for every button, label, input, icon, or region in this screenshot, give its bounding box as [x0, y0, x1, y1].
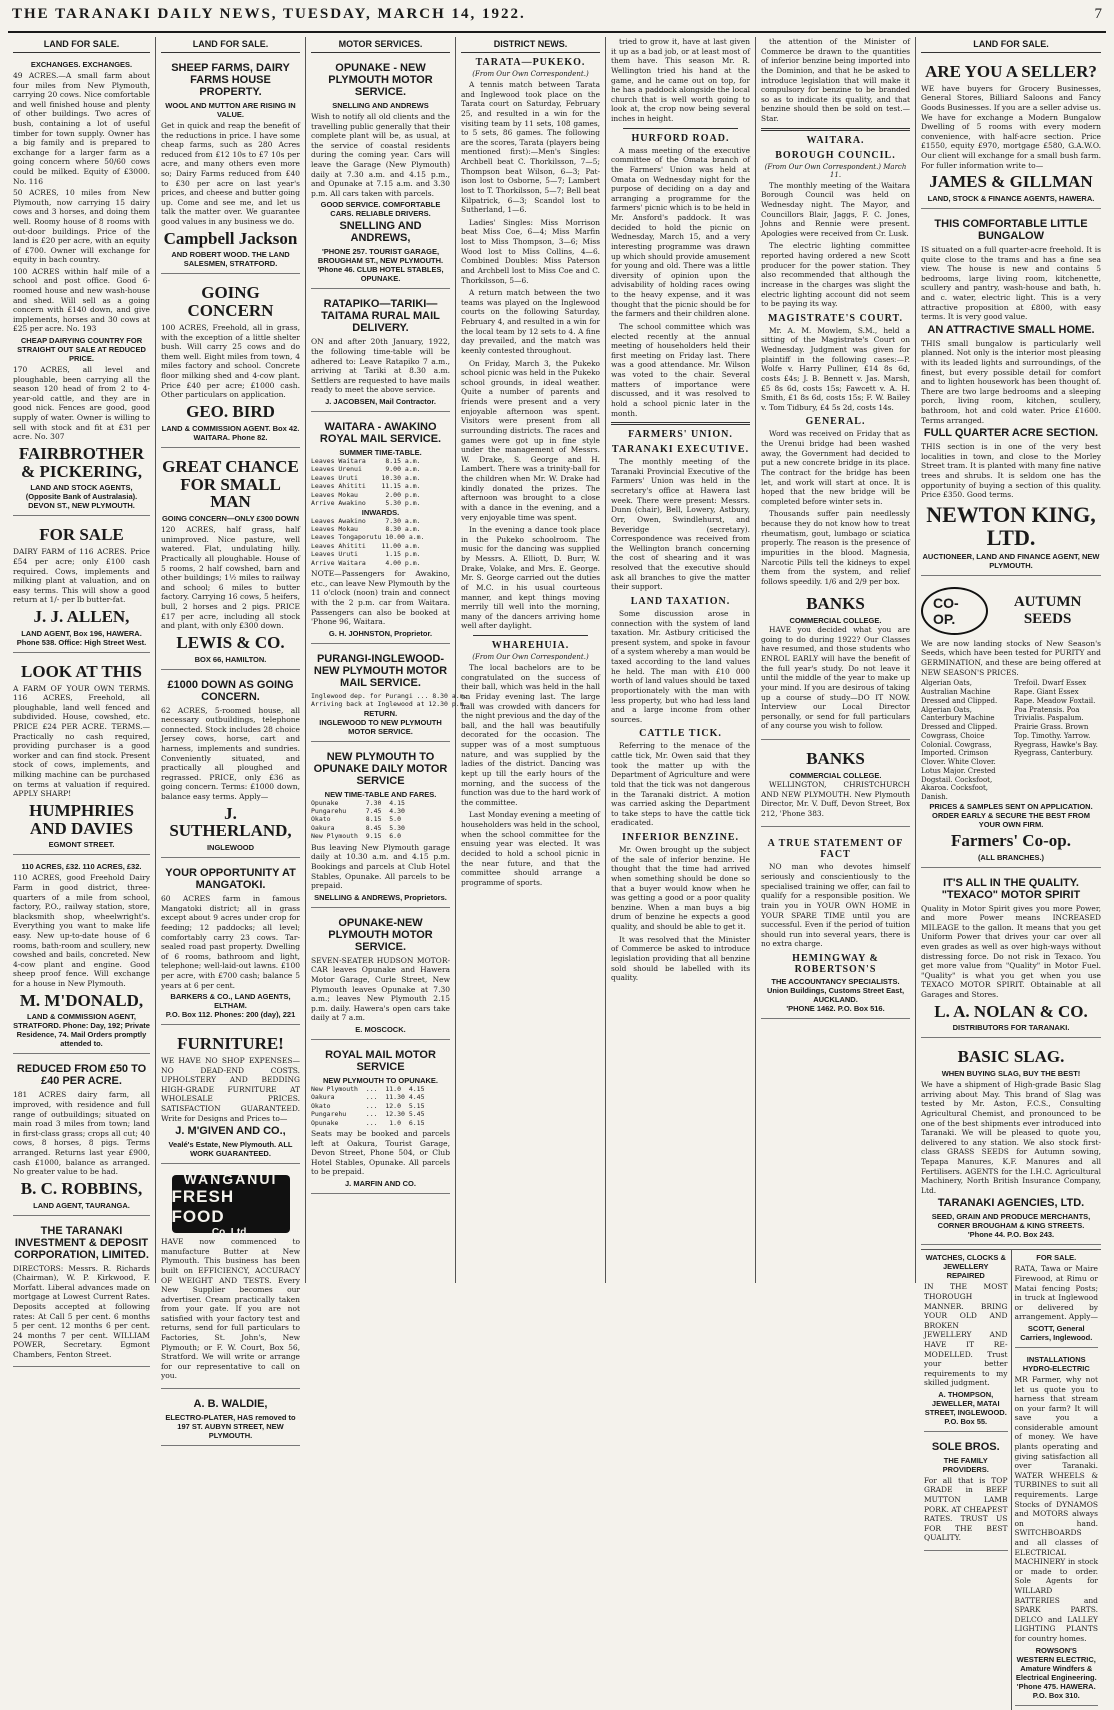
article-subtitle: LAND TAXATION. [630, 595, 731, 607]
advertiser-name: J. MARFIN AND CO. [345, 1179, 416, 1189]
ad-heading: THE TARANAKI INVESTMENT & DEPOSIT CORPORATION, LIMITED. [14, 1224, 149, 1261]
article-paragraph: tried to grow it, have at last given it up as a bad job, or at least most of them have. This season Mr. R. Wellington tried his hand at the game, and he came out on top, for he has a paddock alongside the local church that is well worth going to look at, the crop now being several inches in height. [611, 37, 750, 123]
advertiser-name: LEWIS & CO. [176, 632, 285, 652]
ad-heading: YOUR OPPORTUNITY AT MANGATOKI. [165, 867, 296, 892]
ad-snelling [311, 57, 450, 289]
advertiser-name: A. THOMPSON, [938, 1389, 994, 1399]
ad-heading: AUTUMN SEEDS [1013, 594, 1082, 627]
ad-text: SEVEN-SEATER HUDSON MOTOR-CAR leaves Opunake and Hawera Motor Garage, Curle Street, New Plymouth leaves Opunake at 7.30 a.m.; leaves New Plymouth 2.15 p.m. daily. Hawera's open cars take daily at 7 a.m. [311, 955, 450, 1023]
ad-ratapiko [311, 293, 450, 412]
column-heading: DISTRICT NEWS. [461, 37, 600, 53]
ad-firewood [1015, 1250, 1099, 1348]
ad-investment [13, 1220, 150, 1368]
divider [611, 422, 750, 425]
seed-list-right: Trefoil. Dwarf Essex Rape. Giant Essex Rape. Meadow Foxtail. Poa Pratensis. Poa Trivialis. Paspalum. Prairie Grass. Brown Top. Timothy. Yarrow. Ryegrass, Hawke's Bay. Ryegrass, Canterbury. [1014, 679, 1098, 758]
ad-np-opunake [311, 746, 450, 908]
advertiser-name: B. C. ROBBINS, [20, 1178, 143, 1198]
article-paragraph: the attention of the Minister of Commerce be drawn to the quantities of inferior benzine being imported into the Dominion, and that he be asked to introduce legislation that will make it compulsory for benzine to be branded so as to indicate its quality, and that benzine should then be sold on test.—Star. [761, 37, 910, 123]
ad-heading: FOR SALE [39, 525, 124, 545]
ad-subhead: SNELLING AND ANDREWS [332, 101, 429, 110]
ad-text: WE have buyers for Grocery Businesses, General Stores, Billiard Saloons and Fancy Goods Businesses. If you are a seller advise us. We have for exchange a Modern Bungalow Dwelling of 5 rooms with every modern convenience, with half-acre section. Price £1550, equity £970, mortgage £580, G.A.W.O. Our client will exchange for a small bush farm. For fuller information write to— [921, 83, 1101, 170]
advertiser-address: 'PHONE 257. TOURIST GARAGE, BROUGHAM ST., NEW PLYMOUTH. 'Phone 46. CLUB HOTEL STABLES, OPUNAKE. [317, 247, 444, 284]
ad-text: WELLINGTON, CHRISTCHURCH AND NEW PLYMOUTH. New Plymouth Director, Mr. V. Duff, Devon Street, Box 212, 'Phone 383. [761, 779, 910, 818]
logo-line: Co. Ltd. [211, 1226, 250, 1238]
ad-text: IN THE MOST THOROUGH MANNER. BRING YOUR OLD AND BROKEN JEWELLERY AND HAVE IT RE-MODELLED. Trust your better requirements to my skilled judgment. [924, 1282, 1008, 1388]
ad-subhead: CHEAP DAIRYING COUNTRY FOR STRAIGHT OUT SALE AT REDUCED PRICE. [17, 336, 146, 364]
advertiser-name: G. H. JOHNSTON, Proprietor. [328, 628, 433, 638]
ad-heading: BANKS [806, 594, 865, 614]
ad-text: 62 ACRES, 5-roomed house, all necessary outbuildings, telephone connected. Stock includes 28 choice Jersey cows, horse, cart and harness, implements and sundries. Conveniently situated, and practically all ploughed and regrassed. PRICE, only £36 as going concern. Terms: £1000 down, balance easy terms. Apply— [161, 705, 300, 801]
ad-text: 170 ACRES, all level and ploughable, been carrying all the season 120 head of from 2 to 4-year-old cattle, and they are in good nick. Fences are good, good supply of water. Owner is willing to sell with stock and fit at £31 per acre. No. 307 [13, 365, 150, 442]
ad-text: A FARM OF YOUR OWN TERMS. 116 ACRES, Freehold, all ploughable, land well fenced and subdivided. House, cowshed, etc. PRICE £24 PER ACRE. TERMS.—Practically no cash required, providing purchaser is a good worker and can find stock. Present stock of cows, implements, and milking machine can be purchased on terms at valuation if required. APPLY SHARP! [13, 683, 150, 799]
ad-rowsons [1015, 1352, 1099, 1706]
advertiser-address: BOX 66, HAMILTON. [194, 654, 267, 664]
advertiser-address: LAND & COMMISSION AGENT, STRATFORD. Phone: Day, 192; Private Residence, 74. Mail Orders promptly attended to. [13, 1012, 150, 1049]
column-heading: LAND FOR SALE. [921, 37, 1101, 53]
article-title: WAITARA. [806, 134, 865, 146]
correspondent-line: (From Our Own Correspondent.) [472, 70, 589, 78]
correspondent-line: (From Our Own Correspondent.) [472, 653, 589, 661]
coop-logo: CO-OP. [921, 587, 988, 635]
ad-heading: RATAPIKO—TARIKI—TAITAMA RURAL MAIL DELIVERY. [321, 298, 440, 335]
article-paragraph: The monthly meeting of the Waitara Borough Council was held on Wednesday night. The Mayor, and Councillors Blair, Jaggs, F. C. Jones, Johns and Rennie were present. Apologies were received from Cr. Lusk. [761, 180, 910, 238]
ad-newton-king [921, 213, 1101, 576]
ad-text: THIS section is in one of the very best localities in town, and close to the Morley Street tram. It is planted with many fine native trees and shrubs. It is seldom one has the opportunity of buying a section of this quality. Price £350. Good terms. [921, 442, 1101, 500]
article-paragraph: Thousands suffer pain needlessly because they do not know how to treat rheumatism, gout, lumbago or sciatica properly. The reason is the presence of impurities in the blood. Magnesia, Narcotic Pills tell the kidneys to expel them from the system, and relief follows speedily. 1/6 and 2/9 per box. [761, 509, 910, 586]
ad-lewis [161, 452, 300, 670]
advertiser-name: FAIRBROTHER & PICKERING, [18, 443, 145, 481]
seed-list [921, 679, 1101, 802]
fresh-food-logo [171, 1170, 290, 1238]
timetable: Opunake 7.30 4.15 Pungarehu 7.45 4.30 Okato 8.15 5.0 Oakura 8.45 5.30 New Plymouth 9.15 6.0 [311, 798, 405, 841]
ad-heading: LOOK AT THIS [21, 661, 142, 681]
ad-heading: FOR SALE. [1036, 1253, 1077, 1263]
advertiser-name: SNELLING AND ANDREWS, [339, 220, 422, 245]
ad-allen [13, 520, 150, 652]
article-paragraph: Last Monday evening a meeting of householders was held in the school, when the school committee for the ensuing year was elected. It was decided to hold a school picnic in the near future, and that the committee should arrange a programme of sports. [461, 810, 600, 887]
column-6 [756, 37, 916, 1283]
article-paragraph: Mr. A. M. Mowlem, S.M., held a sitting of the Magistrate's Court on Wednesday. Judgment was given for plaintiff in the following cases:—P. Wolfe v. Harry Pulliner, £14 8s 6d, costs £4s; J. B. Bennett v. Jas. Marsh, £5 8s 6d, costs 15s; Fawcett v. A. H. Smith, £1 8s 6d, costs 15s; F. W. Bailey v. Tom Tidbury, £4 5s 2d, costs 14s. [761, 325, 910, 412]
timetable: Leaves Awakino 7.30 a.m. Leaves Mokau 8.30 a.m. Leaves Tongaporutu 10.00 a.m. Leaves Ahititi 11.00 a.m. Leaves Uruti 1.15 p.m. Arrive Waitara 4.00 p.m. [311, 516, 425, 567]
advertiser-name: ROWSON'S [1035, 1645, 1077, 1655]
column-5 [606, 37, 756, 1283]
advertiser-name: E. MOSCOCK. [355, 1024, 406, 1034]
advertiser-name: L. A. NOLAN & CO. [934, 1001, 1088, 1021]
advertiser-address: AND ROBERT WOOD. THE LAND SALESMEN, STRATFORD. [171, 250, 290, 269]
ad-hudson [311, 912, 450, 1040]
article-paragraph: Mr. Owen brought up the subject of the sale of inferior benzine. He thought that the time had arrived when something should be done so that a buyer would know when he was getting a good or a poor quality benzine. When a man buys a big drum of benzine he expects a good quality, and should be able to get it. [611, 845, 750, 931]
ad-text: IS situated on a full quarter-acre freehold. It is quite close to the trams and has a fine sea view. The house is new and contains 5 bedrooms, large living room, kitchenette, scullery and pantry, wash-house and bath, h. and c. water, electric light. This is a very attractive proposition at £800, with easy terms. It is very good value. [921, 245, 1101, 322]
article-subtitle: MAGISTRATE'S COURT. [768, 312, 903, 324]
advertiser-name: JAMES & GILLMAN [929, 172, 1093, 192]
advertiser-name: J. M'GIVEN AND CO., [175, 1125, 286, 1138]
ad-heading: £1000 DOWN AS GOING CONCERN. [167, 678, 294, 703]
ad-heading: SHEEP FARMS, DAIRY FARMS HOUSE PROPERTY. [171, 62, 290, 98]
ad-campbell [161, 57, 300, 274]
ad-robbins [13, 1058, 150, 1215]
advertiser-name: HUMPHRIES AND DAVIES [29, 800, 134, 838]
masthead-title: THE TARANAKI DAILY NEWS, TUESDAY, MARCH 14, 1922. [12, 6, 526, 22]
advertiser-address: LAND & COMMISSION AGENT. Box 42. WAITARA. Phone 82. [161, 423, 300, 442]
ad-thompson [924, 1250, 1008, 1432]
ad-heading: GREAT CHANCE FOR SMALL MAN [162, 456, 299, 512]
ad-text: 49 ACRES.—A small farm about four miles from New Plymouth, carrying 20 cows. Nice comfortable and well finished house and plenty of other buildings. Two acres of bush, containing a lot of useful timber for town supply. Owner has a big family and is prepared to exchange for a larger farm as a going concern where 50/60 cows could be milked. Equity of £3000. No. 116 [13, 71, 150, 186]
article-paragraph: Some discussion arose in connection with the system of land taxation. Mr. Astbury criticised the present system, and spoke in favour of a system whereby a man would be taxed according to the land values he held. The man with £10 000 worth of land values should be taxed proportionately with the man with less property, but who had less land and a large income from other sources. [611, 608, 750, 724]
ad-heading: AN ATTRACTIVE SMALL HOME. [927, 323, 1095, 336]
logo-line: WANGANUI [183, 1170, 278, 1187]
ad-text: For all that is TOP GRADE in BEEF MUTTON LAMB PORK. AT CHEAPEST RATES. TRUST US FOR THE BEST QUALITY. [924, 1475, 1008, 1543]
ad-subhead: NEW TIME-TABLE AND FARES. [324, 789, 437, 799]
ad-subhead: WOOL AND MUTTON ARE RISING IN VALUE. [165, 101, 296, 119]
article-subtitle: TARANAKI EXECUTIVE. [611, 444, 750, 456]
ad-subhead: 110 ACRES, £32. 110 ACRES, £32. [21, 862, 142, 872]
article-paragraph: On Friday, March 3, the Pukeko school picnic was held in the Pukeko school grounds, in ideal weather. Quite a number of parents and friends were present and a very enjoyable afternoon was spent. Visitors were present from all surrounding districts. The races and games were got up in fine style under the management of Messrs. W. Drake, S. George and H. Lambert. There was a trinity-ball for the children when Mr. W. Drake had kindly donated the prizes. The afternoon was brought to a close with a dance in the evening, and a very enjoyable time was spent. [461, 358, 600, 522]
article-paragraph: The school committee which was elected recently at the annual meeting of householders held their first meeting on Friday last. There was a good attendance. Mr. Wilson was voted to the chair. Several matters of importance were discussed, and it was resolved to hold a school picnic later in the month. [611, 321, 750, 418]
article-paragraph: Word was received on Friday that as the Urenui bridge had been washed away, the Government had decided to put a new concrete bridge in its place. The contract for the bridge has been let, and work will start at once. It is hoped that the new bridge will be completed before winter sets in. [761, 429, 910, 506]
article-paragraph: A tennis match between Tarata and Inglewood took place on the Tarata court on Saturday, February 25, and resulted in a win for the visiting team by 11 sets, 108 games, to 5 sets, 86 games. The following are the scores, Tarata (players being mentioned first):—Men's Singles: Archbell beat C. Thorkilsson, 7—5; Thompson beat Wilson, 6—3; Pat-ison lost to Osborne, 5—7; Lambert lost to T. Thorkilsson, 5—7; Bell beat Kilpatrick, 6—3; Scandol lost to Sutherland, 1—6. [461, 80, 600, 215]
advertiser-address: JEWELLER, MATAI STREET, INGLEWOOD. P.O. Box 55. [924, 1398, 1007, 1426]
ad-subhead: INGLEWOOD TO NEW PLYMOUTH MOTOR SERVICE. [319, 717, 442, 736]
ad-heading: OPUNAKE - NEW PLYMOUTH MOTOR SERVICE. [328, 62, 433, 98]
advertiser-name: GEO. BIRD [186, 401, 275, 421]
advertiser-name: TARANAKI AGENCIES, LTD. [937, 1197, 1085, 1210]
column-heading: LAND FOR SALE. [13, 37, 150, 53]
advertiser-address: THE ACCOUNTANCY SPECIALISTS. Union Buildings, Customs Street East, AUCKLAND. [766, 977, 905, 1005]
article-paragraph: The local bachelors are to be congratulated on the success of their ball, which was held in the hall on Friday evening last. The large hall was crowded with dancers for the night previous and the day of the ball, and the hall was beautifully decorated for the occasion. The supper was of a most sumptuous nature, and was supplied by the ladies of the district. Dancing was kept up till the early hours of the morning, and the success of the function was due to the hard work of the committee. [461, 663, 600, 807]
ad-text: Seats may be booked and parcels left at Oakura, Tourist Garage, Devon Street, Phone 504, or Club Hotel Stables, Opunake. All parcels to be prepaid. [311, 1129, 450, 1177]
advertiser-name: HEMINGWAY & ROBERTSON'S [792, 953, 879, 976]
ad-purangi [311, 648, 468, 742]
article-paragraph: In the evening a dance took place in the Pukeko schoolroom. The music for the dancing was supplied by Messrs. A. Elliott, D. Burr, W. Drake, Volake, and Mrs. E. George. Mr. S. George carried out the duties of M.C. in his usual courteous manner, and kept things moving merrily till well into the morning, many of the dancers arriving home well after daylight. [461, 525, 600, 631]
advertiser-name: A. B. WALDIE, [193, 1398, 268, 1411]
ad-text: We are now landing stocks of New Season's Seeds, which have been tested for PURITY and GERMINATION, and these are being offered at NEW SEASON'S PRICES. [921, 638, 1101, 677]
ad-heading: REDUCED FROM £50 TO £40 PER ACRE. [16, 1063, 147, 1088]
column-1 [8, 37, 156, 1359]
ad-royal-mail [311, 1044, 450, 1194]
advertiser-phone: 'Phone 44. P.O. Box 243. [967, 1230, 1055, 1240]
article-subtitle: GENERAL. [805, 416, 866, 428]
divider [761, 128, 910, 131]
ad-text: 181 ACRES dairy farm, all improved, with residence and full range of outbuildings; situated on main road 3 miles from town; land in first-class grass; crops all cut; 40 cows, 8 horses, 8 pigs. Terms arranged. Returns last year £900, cash £1000, balance as arranged. No greater value to be had. [13, 1090, 150, 1177]
ad-fresh-food [161, 1168, 300, 1389]
ad-subhead: COMMERCIAL COLLEGE. [789, 770, 882, 780]
advertiser-address: LAND, STOCK & FINANCE AGENTS, HAWERA. [927, 194, 1095, 204]
ad-text: THIS small bungalow is particularly well planned. Not only is the interior most pleasing with its leaded lights and surroundings, of the finest, but every possible detail for comfort and to lighten housework has been thought of. There are two large bedrooms and a sleeping porch, living room, kitchen, scullery, bathroom, hot and cold water. Price £1600. Terms arranged. [921, 338, 1101, 425]
advertiser-name: J. SUTHERLAND, [169, 803, 292, 841]
bottom-ads [921, 1249, 1101, 1709]
ad-text: DAIRY FARM of 116 ACRES. Price £54 per acre; only £100 cash required. Cows, implements and milking plant at valuation, and on easy terms. This will show a good return at 1/- per lb butter-fat. [13, 547, 150, 605]
ad-texaco [921, 872, 1101, 1039]
ad-subhead: GOOD SERVICE. COMFORTABLE CARS. RELIABLE DRIVERS. [320, 200, 441, 219]
column-4-district-news [456, 37, 606, 1283]
ad-heading: BASIC SLAG. [957, 1047, 1065, 1067]
ad-heading: PURANGI-INGLEWOOD-NEW PLYMOUTH MOTOR MAIL SERVICE. [313, 652, 448, 689]
bottom-ads-right [1012, 1250, 1102, 1709]
article-subtitle: BOROUGH COUNCIL. [775, 149, 896, 161]
ad-humphries [13, 657, 150, 856]
bottom-ads-left [921, 1250, 1012, 1709]
advertiser-address: INGLEWOOD [206, 843, 255, 853]
ad-barkers [161, 862, 300, 1025]
ad-text: 100 ACRES within half mile of a school and post office. Good 6-roomed house and new wash-house and shed. Will sell as a going concern with £140 down, and give implements, horses and 30 cows at £25 per acre. No. 193 [13, 266, 150, 334]
ad-text: NO man who devotes himself seriously and conscientiously to the specialised training we offer, can fail to qualify for a responsible position. We train you in YOUR OWN HOME in YOUR SPARE TIME until you are successful. Even if the period of tuition should run into several years, there is no extra charge. [761, 862, 910, 949]
ad-subhead: PRICES & SAMPLES SENT ON APPLICATION. ORDER EARLY & SECURE THE BEST FROM YOUR OWN FIRM. [929, 801, 1093, 829]
ad-text: 50 ACRES, 10 miles from New Plymouth, now carrying 15 dairy cows and 3 horses, and doing them well. Roomy house of 8 rooms with out-door buildings. Price of the land is £20 per acre, with an equity of £700. Owner will exchange for equity in bach country. [13, 188, 150, 265]
article-subtitle: CATTLE TICK. [639, 728, 722, 740]
ad-basic-slag [921, 1042, 1101, 1245]
article-paragraph: The monthly meeting of the Taranaki Provincial Executive of the Farmers' Union was held in the secretary's office at Hawera last week. There were present: Messrs. Dunn (chair), Bell, Lowery, Astbury, Orr, Owen, Swindlehurst, and Beveridge (secretary). Correspondence was received from the Wellington branch concerning the cost of shearing and it was resolved that the executive should ask all branches to give the matter their support. [611, 457, 750, 592]
ad-heading: ROYAL MAIL MOTOR SERVICE [325, 1048, 436, 1073]
ad-farmers-coop [921, 580, 1101, 868]
ad-heading: ARE YOU A SELLER? [925, 62, 1097, 81]
advertiser-address: DISTRIBUTORS FOR TARANAKI. [952, 1023, 1070, 1033]
coop-header [921, 587, 1101, 635]
ad-bird [161, 278, 300, 447]
ad-text: 110 ACRES, good Freehold Dairy Farm in good district, three-quarters of a mile from school, factory, P.O., railway station, store, blacksmith shop, wheelwright's. Everything you want to make life easy. New up-to-date house of 6 rooms, bath-room and scullery, new cowshed and bails, concreted. New 4-cow plant and engine. Good sheep proof fence. Will exchange for a house in New Plymouth. [13, 873, 150, 988]
advertiser-address: SEED, GRAIN AND PRODUCE MERCHANTS, CORNER BROUGHAM & KING STREETS. [931, 1212, 1091, 1231]
advertiser-name: SCOTT, General Carriers, Inglewood. [1020, 1323, 1093, 1342]
masthead [8, 6, 1106, 33]
ad-text: MR Farmer, why not let us quote you to harness that stream on your farm? It will save you a considerable amount of money. We have plants operating and giving satisfaction all over Taranaki. WATER WHEELS & TURBINES to suit all requirements. Large Stocks of DYNAMOS and MOTORS always on hand. SWITCHBOARDS and all classes of ELECTRICAL MACHINERY in stock or made to order. Sole Agents for WILLARD BATTERIES and SPARK PARTS. DELCO and LALLEY LIGHTING PLANTS for country homes. [1014, 1374, 1098, 1643]
advertiser-name: M. M'DONALD, [19, 990, 144, 1010]
ad-subhead: COMMERCIAL COLLEGE. [789, 616, 882, 626]
logo-line: FRESH FOOD [171, 1186, 235, 1226]
advertiser-address: Vealé's Estate, New Plymouth. ALL WORK GUARANTEED. [168, 1140, 293, 1159]
divider [623, 128, 738, 129]
timetable: New Plymouth ... 11.0 4.15 Oakura ... 11.30 4.45 Okato ... 12.0 5.15 Pungarehu ... 12.30 5.45 Opunake ... 1.0 6.15 [311, 1084, 425, 1127]
ad-text: Bus leaving New Plymouth garage daily at 10.30 a.m. and 4.15 p.m. Bookings and parcels at Club Hotel Stables, Opunake. All parcels to be prepaid. [311, 842, 450, 891]
ad-banks-2 [761, 744, 910, 827]
ad-heading: OPUNAKE-NEW PLYMOUTH MOTOR SERVICE. [328, 916, 433, 953]
ad-text: 100 ACRES, Freehold, all in grass, with the exception of a little shelter bush. Will carry 25 cows and do them well. Eight miles from town, 4 miles factory and school. Concrete floor milking shed and 4-cow plant. Price £40 per acre; £1000 cash. Other particulars on application. [161, 323, 300, 400]
article-title: WHAREHUIA. [491, 640, 570, 651]
article-paragraph: A mass meeting of the executive committee of the Omata branch of the Farmers' Union was held at Omata on Wednesday night for the purpose of deciding on a day and arranging a programme for the farmers' picnic which is to be held in Mr. Ansford's paddock. It was decided to hold the picnic on Wednesday, March 15, and a very interesting programme was drawn up which should provide amusement for young and old. There was a little diversity of opinion upon the advisability of holding races owing to the heavy expense, and it was thought that the picnic should be for the farmers and their children alone. [611, 145, 750, 319]
ad-heading: INSTALLATIONS HYDRO-ELECTRIC [1022, 1354, 1090, 1373]
article-paragraph: The electric lighting committee reported having ordered a new Scott producer for the power station. They also recommended that although the increase in the charges was slight the electric lighting account did not seem to be paying its way. [761, 241, 910, 309]
advertiser-address: AUCTIONEER, LAND AND FINANCE AGENT, NEW PLYMOUTH. [922, 551, 1100, 570]
ad-sole-bros [924, 1436, 1008, 1551]
article-title: TARATA—PUKEKO. [475, 57, 586, 68]
ad-gillman [921, 57, 1101, 209]
advertiser-name: Farmers' Co-op. [951, 830, 1071, 850]
page-number: 7 [1094, 6, 1102, 22]
ad-heading: BANKS [806, 749, 865, 769]
ad-subhead: THE FAMILY PROVIDERS. [942, 1455, 989, 1474]
advertiser-address: LAND AND STOCK AGENTS, (Opposite Bank of Australasia). DEVON ST., NEW PLYMOUTH. [25, 483, 138, 511]
ad-subhead: RETURN. [363, 708, 398, 718]
advertiser-address: ELECTRO-PLATER, HAS removed to 197 ST. AUBYN STREET, NEW PLYMOUTH. [165, 1413, 296, 1441]
divider [473, 635, 588, 636]
advertiser-address: (ALL BRANCHES.) [977, 852, 1045, 862]
ad-waldie [161, 1393, 300, 1446]
article-paragraph: It was resolved that the Minister of Commerce be asked to introduce legislation providing that all benzine sold should be labelled with its quality. [611, 934, 750, 983]
ad-heading: FURNITURE! [177, 1034, 284, 1054]
ad-text: We have a shipment of High-grade Basic Slag arriving about May. This brand of Slag was tested by Mr. Aston, F.C.S., Consulting Agricultural Chemist, and pronounced to be one of the best shipments ever introduced into Taranaki. We will be pleased to quote you, delivered to any station. We also stock first-class GRASS SEEDS for Autumn sowing, Tepapa Manures, K.F. Manures and all Fertilisers. AGENTS for the I.H.C. Agricultural Machinery, North British Insurance Company, Ltd. [921, 1080, 1101, 1195]
ad-subhead: NEW PLYMOUTH TO OPUNAKE. [322, 1075, 438, 1085]
ad-heading: IT'S ALL IN THE QUALITY. "TEXACO" MOTOR SPIRIT [941, 876, 1081, 901]
advertiser-name: SNELLING & ANDREWS, Proprietors. [314, 892, 447, 902]
ad-mcdonald [13, 859, 150, 1054]
ad-heading: GOING CONCERN [187, 283, 274, 321]
advertiser-name: BARKERS & CO., LAND AGENTS, ELTHAM. [170, 992, 291, 1011]
correspondent-line: (From Our Own Correspondent.) March 11. [764, 162, 907, 179]
column-2 [156, 37, 306, 1441]
ad-furniture [161, 1029, 300, 1164]
ad-subhead: WHEN BUYING SLAG, BUY THE BEST! [941, 1069, 1081, 1079]
article-paragraph: Referring to the menace of the cattle tick, Mr. Owen said that they took the matter up with the Department of Agriculture and were told that the tick was not dangerous in the Taranaki district. A motion was carried asking the Department to take steps to have the cattle tick eradicated. [611, 741, 750, 828]
advertiser-name: Campbell Jackson [163, 228, 298, 248]
article-subtitle: INFERIOR BENZINE. [621, 832, 740, 843]
ad-heading: A TRUE STATEMENT OF FACT [767, 838, 904, 861]
ad-text: DIRECTORS: Messrs. R. Richards (Chairman), W. P. Kirkwood, F. Morfatt. Liberal advances made on mortgage at Lowest Current Rates. Deposits accepted at following rates: At Call 5 per cent. 6 months 5 per cent. 12 months 6 per cent. 24 months 7 per cent. WILLIAM POWER, Secretary. Egmont Chambers, Fenton Street. [13, 1263, 150, 1359]
ad-text: NOTE—Passengers for Awakino, etc., can leave New Plymouth by the 11 o'clock (noon) train and connect with the 2 p.m. car from Waitara. Passengers can also be booked at 'Phone 96, Waitara. [311, 569, 450, 627]
advertiser-address: LAND AGENT, Box 196, HAWERA. Phone 538. Office: High Street West. [16, 628, 147, 647]
column-3 [306, 37, 468, 1283]
ad-heading: WATCHES, CLOCKS & JEWELLERY REPAIRED [925, 1253, 1006, 1281]
ad-text: WE HAVE NO SHOP EXPENSES—NO DEAD-END COSTS. UPHOLSTERY AND BEDDING HIGH-GRADE FURNITURE AT WHOLESALE PRICES. SATISFACTION GUARANTEED. Write for Designs and Prices to— [161, 1055, 300, 1123]
seed-list-left: Algerian Oats, Australian Machine Dressed and Clipped. Algerian Oats, Canterbury Machine Dressed and Clipped. Cowgrass, Choice Colonial. Cowgrass, Imported. Crimson Clover. White Clover. Lotus Major. Crested Dogstail. Cocksfoot, Akaroa. Cocksfoot, Danish. [921, 679, 998, 801]
ad-text: 60 ACRES farm in famous Mangatoki district; all in grass except about 9 acres under crop for feeding; 12 paddocks; all level; comfortably carry 23 cows. Tar-sealed road past property. Dwelling of 6 rooms, bathroom and light, telephone; well-laid-out lawns. £100 per acre, with £700 cash; balance 5 years at 6 per cent. [161, 894, 300, 990]
column-7 [916, 37, 1106, 1700]
ad-hemingway [761, 831, 910, 1019]
column-heading: MOTOR SERVICES. [311, 37, 450, 53]
advertiser-address: EGMONT STREET. [48, 840, 115, 850]
article-paragraph: Ladies' Singles: Miss Morrison beat Miss Coe, 6—4; Miss Marfin lost to Miss Thompson, 3—6; Miss Wood lost to Miss Collins, 4—6. Combined Doubles: Miss Paterson and Archbell lost to Miss Coe and C. Thorkilsson, 5—6. [461, 217, 600, 285]
advertiser-address: WESTERN ELECTRIC, Amature Windfers & Electrical Engineering. 'Phone 475. HAWERA. P.O. Box 310. [1015, 1654, 1097, 1700]
ad-banks-1 [761, 589, 910, 740]
ad-heading: THIS COMFORTABLE LITTLE BUNGALOW [934, 218, 1088, 243]
ad-fairbrother [13, 57, 150, 516]
ad-subhead: GOING CONCERN—ONLY £300 DOWN [161, 514, 300, 524]
article-paragraph: A return match between the two teams was played on the Inglewood courts on the following Saturday, February 4, and resulted in a win for the local team by 12 sets to 4. A fine day prevailed, and the match was keenly contested throughout. [461, 288, 600, 355]
ad-text: ON and after 20th January, 1922, the following time-table will be adhered to: Leave Ratapiko 7 a.m., arriving at Tariki at 8.30 a.m. Settlers are requested to have mails ready to meet the above service. [311, 337, 450, 395]
advertiser-phone: 'PHONE 1462. P.O. Box 516. [786, 1004, 885, 1014]
ad-heading: NEW PLYMOUTH TO OPUNAKE DAILY MOTOR SERVICE [313, 750, 448, 787]
ad-sutherland [161, 674, 300, 859]
advertiser-name: J. JACOBSEN, Mail Contractor. [325, 396, 436, 406]
advertiser-address: LAND AGENT, TAURANGA. [33, 1200, 130, 1210]
ad-waitara-mail [311, 416, 450, 644]
ad-heading: WAITARA - AWAKINO ROYAL MAIL SERVICE. [319, 420, 442, 445]
article-title: FARMERS' UNION. [628, 429, 733, 441]
columns [8, 37, 1106, 1700]
article-title: HURFORD ROAD. [631, 132, 730, 144]
ad-heading: FULL QUARTER ACRE SECTION. [923, 427, 1099, 440]
advertiser-name: J. J. ALLEN, [33, 606, 130, 626]
advertiser-name: SOLE BROS. [931, 1440, 1000, 1453]
ad-text: 120 ACRES, half grass, half unimproved. Nice pasture, well watered. Flat, undulating hilly. Practically all ploughable. House of 5 rooms, 2 half cowshed, barn and other buildings; 1½ miles to railway and school; 6 miles to butter factory. Carrying 16 cows, 5 heifers, bull, 2 horses and 2 pigs. PRICE £17 per acre, including all stock and plant, with only £300 down. [161, 525, 300, 631]
ad-subhead: SUMMER TIME-TABLE. [339, 447, 422, 457]
ad-text: Quality in Motor Spirit gives you more Power, and more Power means INCREASED MILEAGE to the gallon. It means that you get Uniform Power that drives your car over all even grades as well as over high-ways without distressing force. Do not risk in Texaco. You get more value from "Quality" in Motor Fuel. "Quality" is what you get when you use TEXACO MOTOR SPIRIT. Obtainable at all Garages and Stores. [921, 903, 1101, 999]
timetable: Leaves Waitara 8.15 a.m. Leaves Urenui 9.00 a.m. Leaves Uruti 10.30 a.m. Leaves Ahititi 11.15 a.m. Leaves Mokau 2.00 p.m. Arrive Awakino 5.30 p.m. [311, 456, 421, 508]
advertiser-name: NEWTON KING, LTD. [926, 501, 1096, 550]
ad-text: HAVE you decided what you are going to do during 1922? Our Classes have resumed, and those students who ENROL EARLY will have the benefit of the full year's study. Do not leave it until the middle of the year to make up your mind. If you are desirous of taking up a course of study—DO IT NOW. Interview our Local Director personally, or send for full particulars of any course you wish to follow. [761, 625, 910, 731]
timetable: Inglewood dep. for Purangi ... 8.30 a.m. Arriving back at Inglewood at 12.30 p.m. [311, 691, 468, 709]
ad-text: Wish to notify all old clients and the travelling public generally that their complete plant will be, as usual, at the service of coastal residents during the coming year. Cars will leave the Garage (New Plymouth) daily at 7.30 a.m. and 4.15 p.m., and Opunake at 7.15 a.m. and 3.30 p.m. All cars taken with parcels. [311, 112, 450, 198]
ad-subhead: EXCHANGES. EXCHANGES. [30, 60, 133, 69]
advertiser-phone: P.O. Box 112. Phones: 200 (day), 221 [165, 1010, 296, 1020]
ad-text: HAVE now commenced to manufacture Butter at New Plymouth. This business has been built on EFFICIENCY, ACCURACY OF WEIGHT AND TESTS. Every New Supplier becomes our advertiser. Cream practically taken from your gate. If you are not satisfied with your factory test and returns, send for full particulars to Factories, St. John's, New Plymouth; or F. W. Court, Box 56, Stratford. We will write or arrange for our representative to call on you. [161, 1237, 300, 1381]
ad-text: Get in quick and reap the benefit of the reductions in price. I have some cheap farms, such as 280 Acres reduced from £12 10s to £7 10s per acre, and many others even more so; Dairy Farms reduced from £40 to £30 per acre on last year's prices, and cheese and butter going up. Come and see me, and let us talk the matter over. We guarantee good values in any business we do. [161, 121, 300, 226]
column-heading: LAND FOR SALE. [161, 37, 300, 53]
ad-text: RATA, Tawa or Maire Firewood, at Rimu or Matai fencing Posts; in truck at Inglewood or delivered by arrangement. Apply— [1014, 1264, 1098, 1322]
ad-subhead: INWARDS. [361, 507, 400, 517]
